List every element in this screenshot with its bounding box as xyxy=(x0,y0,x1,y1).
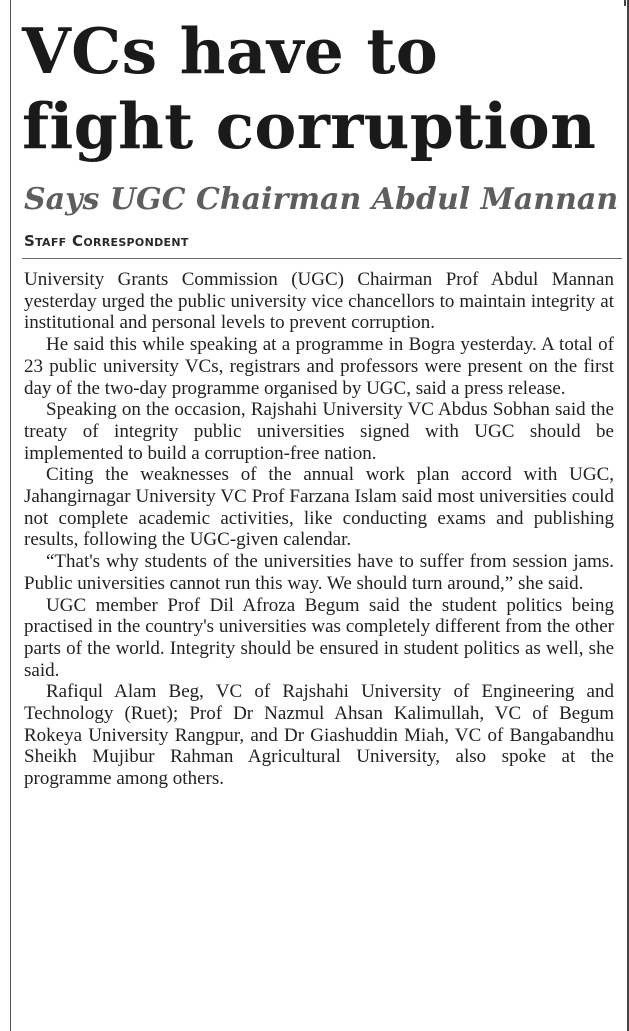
article-paragraph: “That's why students of the universities have to suffer from session jams. Public universities cannot run this way. We should turn around,” she said. xyxy=(24,551,614,594)
article-byline: Staff Correspondent xyxy=(24,232,189,250)
article-paragraph: UGC member Prof Dil Afroza Begum said the student politics being practised in the country's universities was completely different from the other parts of the world. Integrity should be ensured in student politics as well, she said. xyxy=(24,594,614,681)
article-paragraph: Citing the weaknesses of the annual work plan accord with UGC, Jahangirnagar University VC Prof Farzana Islam said most universities could not complete academic activities, like conducting exams and publishing results, following the UGC-given calendar. xyxy=(24,464,614,551)
article-paragraph: Rafiqul Alam Beg, VC of Rajshahi University of Engineering and Technology (Ruet); Prof Dr Nazmul Ahsan Kalimullah, VC of Begum Rokeya University Rangpur, and Dr Giashuddin Miah, VC of Bangabandhu Sheikh Mujibur Rahman Agricultural University, also spoke at the programme among others. xyxy=(24,681,614,790)
column-rule-left xyxy=(10,0,11,1031)
byline-divider xyxy=(22,258,622,259)
article-paragraph: University Grants Commission (UGC) Chairman Prof Abdul Mannan yesterday urged the public university vice chancellors to maintain integrity at institutional and personal levels to prevent corruption. xyxy=(24,269,614,334)
article-headline: VCs have to fight corruption xyxy=(22,14,597,163)
article-paragraph: He said this while speaking at a programme in Bogra yesterday. A total of 23 public university VCs, registrars and professors were present on the first day of the two-day programme organised by UGC, said a press release. xyxy=(24,334,614,399)
article-subheadline: Says UGC Chairman Abdul Mannan xyxy=(24,182,619,217)
article-body xyxy=(24,269,614,790)
column-rule-right-top xyxy=(624,0,626,6)
article-paragraph: Speaking on the occasion, Rajshahi University VC Abdus Sobhan said the treaty of integrity public universities signed with UGC should be implemented to build a corruption-free nation. xyxy=(24,399,614,464)
